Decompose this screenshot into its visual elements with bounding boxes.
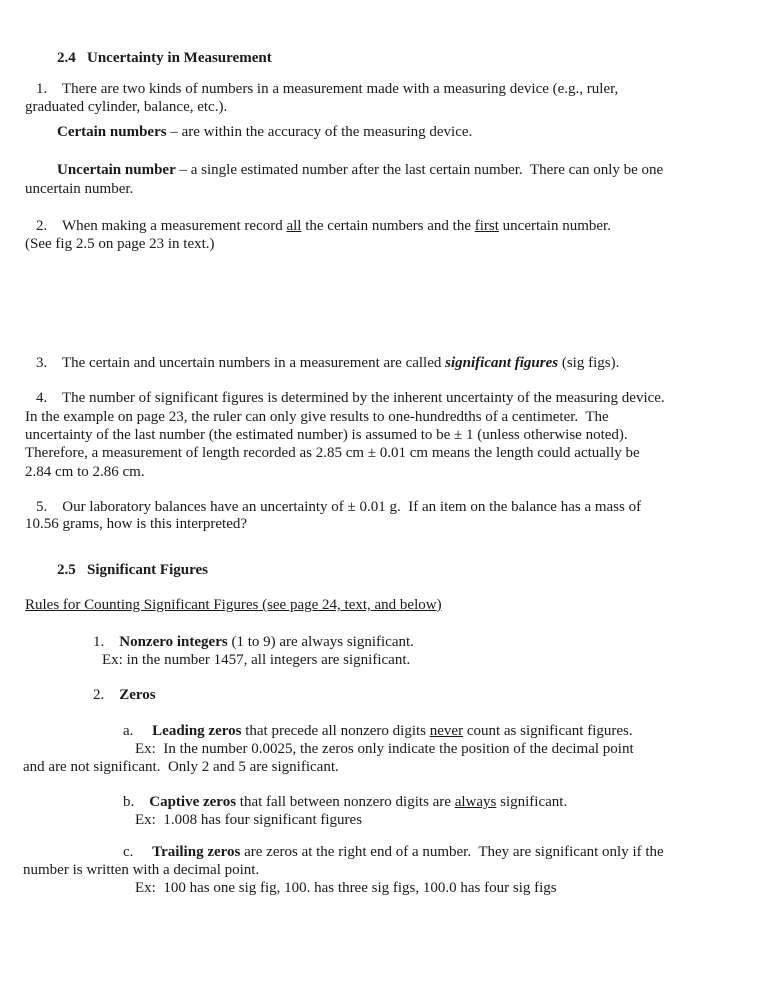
rule-2c-line-1 [123, 843, 664, 861]
item-2-line-1 [36, 217, 611, 235]
text-run: 1. There are two kinds of numbers in a measurement made with a measuring device (e.g., ruler, [36, 81, 619, 97]
rule-2a-example [135, 740, 634, 758]
text-run: Therefore, a measurement of length recorded as 2.85 cm ± 0.01 cm means the length could actually be [25, 445, 640, 461]
text-run: the certain numbers and the [301, 218, 475, 234]
text-run: b. [123, 794, 150, 810]
text-run: (See fig 2.5 on page 23 in text.) [25, 236, 215, 252]
text-run: always [454, 794, 497, 810]
item-1-line-2 [25, 98, 227, 116]
text-run: Captive zeros [149, 794, 237, 810]
text-run: Certain numbers [57, 124, 167, 140]
text-run: 1. [93, 634, 120, 650]
item-1-line-1 [36, 80, 618, 98]
text-run: never [429, 723, 464, 739]
rule-1-line-1 [93, 633, 414, 651]
section-2-4-heading [57, 49, 272, 67]
text-run: 10.56 grams, how is this interpreted? [25, 516, 248, 532]
text-run: graduated cylinder, balance, etc.). [25, 99, 228, 115]
item-5-line-2 [25, 515, 247, 533]
text-run: significant. [496, 794, 568, 810]
text-run: Ex: 100 has one sig fig, 100. has three sig figs, 100.0 has four sig figs [135, 880, 557, 896]
rule-2b-example [135, 811, 362, 829]
text-run: Rules for Counting Significant Figures (see page 24, text, and below) [25, 597, 442, 613]
text-run: In the example on page 23, the ruler can only give results to one-hundredths of a centimeter. The [25, 409, 609, 425]
text-run: 4. The number of significant figures is determined by the inherent uncertainty of the measuring device. [36, 390, 665, 406]
rule-1-example [102, 651, 410, 669]
text-run: and are not significant. Only 2 and 5 are significant. [23, 759, 339, 775]
item-4-line-1 [36, 389, 665, 407]
text-run: 2. When making a measurement record [36, 218, 287, 234]
text-run: 2.5 Significant Figures [57, 562, 208, 578]
text-run: significant figures [445, 355, 559, 371]
text-run: – a single estimated number after the last certain number. There can only be one [175, 162, 664, 178]
text-run: count as significant figures. [463, 723, 633, 739]
item-4-line-2 [25, 408, 609, 426]
rule-2a-line-1 [123, 722, 633, 740]
uncertain-number-definition-line-2 [25, 180, 133, 198]
certain-numbers-definition [57, 123, 472, 141]
text-run: 3. The certain and uncertain numbers in a measurement are called [36, 355, 446, 371]
text-run: that fall between nonzero digits are [236, 794, 455, 810]
text-run: uncertain number. [25, 181, 134, 197]
text-run: 5. Our laboratory balances have an uncertainty of ± 0.01 g. If an item on the balance has a mass of [36, 499, 642, 515]
text-run: Leading zeros [152, 723, 242, 739]
item-2-line-2 [25, 235, 215, 253]
text-run: (1 to 9) are always significant. [227, 634, 414, 650]
rule-2b-line-1 [123, 793, 567, 811]
item-3 [36, 354, 619, 372]
text-run: are zeros at the right end of a number. They are significant only if the [240, 844, 664, 860]
text-run: (sig figs). [558, 355, 620, 371]
section-2-5-heading [57, 561, 208, 579]
rule-2c-example [135, 879, 557, 897]
rule-2a-line-3 [23, 758, 339, 776]
text-run: uncertainty of the last number (the estimated number) is assumed to be ± 1 (unless otherwise noted). [25, 427, 628, 443]
text-run: number is written with a decimal point. [23, 862, 260, 878]
text-run: Ex: 1.008 has four significant figures [135, 812, 363, 828]
text-run: Nonzero integers [119, 634, 228, 650]
rule-2c-line-2 [23, 861, 259, 879]
text-run: that precede all nonzero digits [241, 723, 430, 739]
text-run: Ex: In the number 0.0025, the zeros only indicate the position of the decimal point [135, 741, 634, 757]
item-4-line-3 [25, 426, 628, 444]
text-run: – are within the accuracy of the measuring device. [166, 124, 473, 140]
uncertain-number-definition-line-1 [57, 161, 663, 179]
text-run: 2. [93, 687, 120, 703]
item-4-line-4 [25, 444, 640, 462]
text-run: c. [123, 844, 153, 860]
text-run: Uncertain number [57, 162, 176, 178]
text-run: Trailing zeros [152, 844, 241, 860]
text-run: Zeros [119, 687, 156, 703]
text-run: uncertain number. [498, 218, 611, 234]
text-run: first [474, 218, 499, 234]
rules-heading [25, 596, 442, 614]
text-run: 2.84 cm to 2.86 cm. [25, 464, 145, 480]
text-run: all [286, 218, 302, 234]
rule-2-heading [93, 686, 156, 704]
text-run: Ex: in the number 1457, all integers are significant. [102, 652, 411, 668]
text-run: a. [123, 723, 153, 739]
item-4-line-5 [25, 463, 145, 481]
text-run: 2.4 Uncertainty in Measurement [57, 50, 272, 66]
item-5-line-1 [36, 498, 641, 516]
